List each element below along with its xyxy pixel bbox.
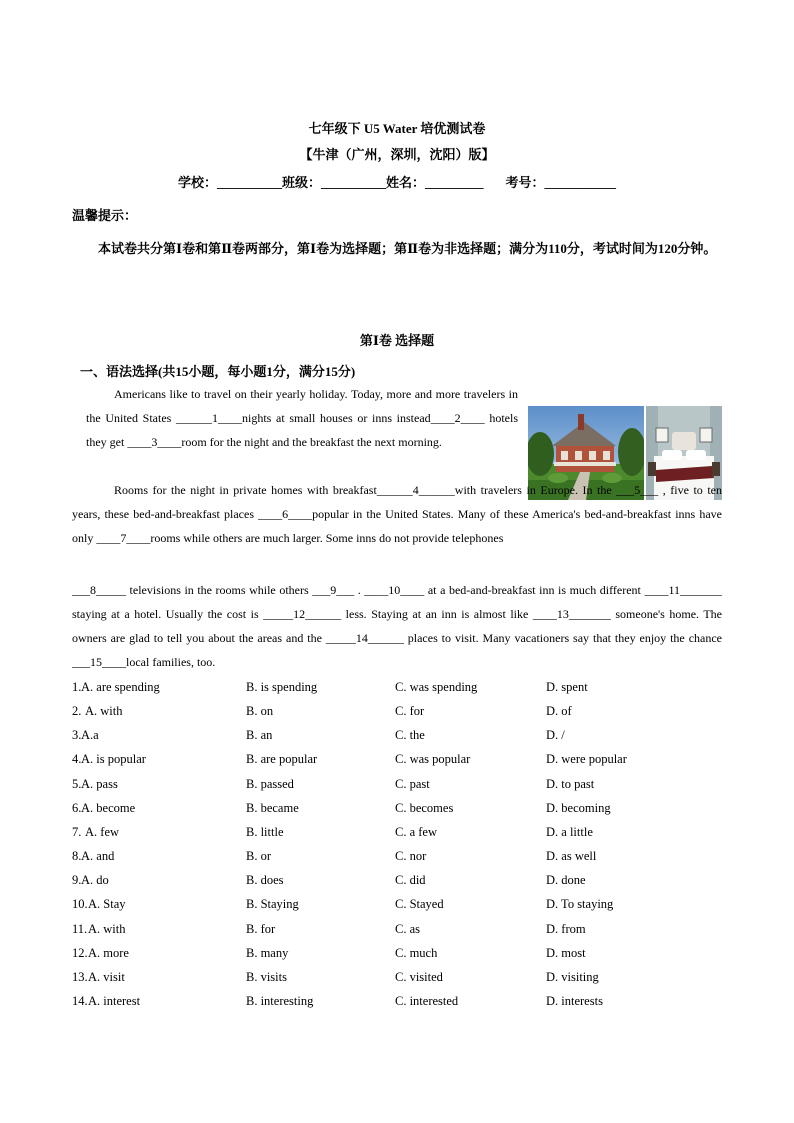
passage-paragraph-3: ___8_____ televisions in the rooms while others ___9___ . ____10____ at a bed-and-breakfast inn is much different ____11_______ staying at a hotel. Usually the cost is _____12______ less. Staying at an inn is almost like ____13_______ someone's home. The owners are glad to tell you about the areas and the _____14______ places to visit. Many vacationers say that they enjoy the chance ___15____local families, too. bbox=[72, 583, 722, 669]
option-a[interactable]: A. do bbox=[81, 873, 109, 888]
option-c[interactable]: C. was popular bbox=[395, 752, 471, 767]
option-b[interactable]: B. became bbox=[246, 800, 299, 815]
option-d[interactable]: D. to past bbox=[546, 776, 595, 791]
question-number: 6. bbox=[72, 800, 82, 815]
option-c[interactable]: C. was spending bbox=[395, 680, 478, 694]
page-title: 七年级下 U5 Water 培优测试卷 bbox=[308, 121, 486, 136]
option-a[interactable]: A. more bbox=[88, 945, 129, 960]
question-row bbox=[72, 897, 732, 917]
option-c[interactable]: C. a few bbox=[395, 824, 437, 839]
option-b[interactable]: B. many bbox=[246, 945, 289, 960]
question-row bbox=[72, 728, 732, 748]
option-c[interactable]: C. did bbox=[395, 873, 426, 888]
option-a[interactable]: A. are spending bbox=[81, 680, 160, 694]
option-d[interactable]: D. spent bbox=[546, 680, 588, 694]
option-a[interactable]: A. is popular bbox=[81, 752, 146, 767]
option-c[interactable]: C. much bbox=[395, 945, 438, 960]
option-c[interactable]: C. nor bbox=[395, 849, 427, 864]
section-title: 第Ⅰ卷 选择题 bbox=[359, 333, 435, 348]
option-b[interactable]: B. does bbox=[246, 873, 284, 888]
question-number: 7. bbox=[72, 824, 82, 839]
option-a[interactable]: A. pass bbox=[81, 776, 118, 791]
question-number: 4. bbox=[72, 752, 82, 767]
edition-label: 【牛津（广州，深圳，沈阳）版】 bbox=[299, 147, 495, 162]
question-number: 11. bbox=[72, 921, 88, 936]
question-number: 8. bbox=[72, 849, 82, 864]
option-b[interactable]: B. little bbox=[246, 824, 284, 839]
option-b[interactable]: B. on bbox=[246, 704, 274, 719]
option-a[interactable]: A. interest bbox=[88, 993, 141, 1008]
option-d[interactable]: D. a little bbox=[546, 824, 593, 839]
question-number: 9. bbox=[72, 873, 82, 888]
student-info-line bbox=[0, 172, 794, 191]
question-row bbox=[72, 801, 732, 821]
option-c[interactable]: C. Stayed bbox=[395, 897, 444, 912]
class-field[interactable]: 班级：__________ bbox=[281, 175, 386, 190]
option-c[interactable]: C. the bbox=[395, 728, 425, 743]
option-c[interactable]: C. becomes bbox=[395, 800, 454, 815]
option-d[interactable]: D. becoming bbox=[546, 800, 611, 815]
question-number: 5. bbox=[72, 776, 82, 791]
question-row bbox=[72, 970, 732, 990]
question-number: 12. bbox=[72, 945, 88, 960]
exam-number-field[interactable]: 考号：___________ bbox=[505, 175, 617, 190]
option-c[interactable]: C. interested bbox=[395, 993, 459, 1008]
option-d[interactable]: D. interests bbox=[546, 993, 603, 1008]
option-c[interactable]: C. past bbox=[395, 776, 430, 791]
question-row bbox=[72, 873, 732, 893]
option-c[interactable]: C. visited bbox=[395, 969, 443, 984]
option-d[interactable]: D. from bbox=[546, 921, 586, 936]
option-b[interactable]: B. an bbox=[246, 728, 273, 743]
option-a[interactable]: A. few bbox=[85, 824, 120, 839]
option-c[interactable]: C. as bbox=[395, 921, 420, 936]
option-a[interactable]: A. and bbox=[81, 849, 115, 864]
question-row bbox=[72, 825, 732, 845]
question-row bbox=[72, 849, 732, 869]
question-row bbox=[72, 704, 732, 724]
option-a[interactable]: A. with bbox=[85, 704, 123, 719]
question-row bbox=[72, 994, 732, 1014]
option-b[interactable]: B. for bbox=[246, 921, 276, 936]
question-number: 14. bbox=[72, 993, 88, 1008]
option-a[interactable]: A. with bbox=[88, 921, 126, 936]
question-row bbox=[72, 946, 732, 966]
tips-heading: 温馨提示： bbox=[72, 208, 138, 223]
option-b[interactable]: B. visits bbox=[246, 969, 287, 984]
question-number: 13. bbox=[72, 969, 88, 984]
option-d[interactable]: D. as well bbox=[546, 849, 597, 864]
question-row bbox=[72, 922, 732, 942]
question-row bbox=[72, 680, 732, 700]
option-b[interactable]: B. Staying bbox=[246, 897, 299, 912]
option-b[interactable]: B. passed bbox=[246, 776, 294, 791]
option-d[interactable]: D. / bbox=[546, 728, 565, 743]
question-row bbox=[72, 752, 732, 772]
option-b[interactable]: B. are popular bbox=[246, 752, 318, 767]
name-field[interactable]: 姓名：_________ bbox=[386, 175, 484, 190]
option-b[interactable]: B. is spending bbox=[246, 680, 318, 694]
question-number: 2. bbox=[72, 704, 82, 719]
option-d[interactable]: D. visiting bbox=[546, 969, 599, 984]
passage-paragraph-1: Americans like to travel on their yearly holiday. Today, more and more travelers in the United States ______1____nights at small houses or inns instead____2____ hotels they get ____3____room for the night and the breakfast the next morning. bbox=[86, 387, 518, 449]
option-d[interactable]: D. done bbox=[546, 873, 586, 888]
question-number: 1. bbox=[72, 680, 82, 694]
option-d[interactable]: D. To staying bbox=[546, 897, 614, 912]
passage-paragraph-2: Rooms for the night in private homes with breakfast______4______with travelers in Europe. In the ___5___ , five to ten years, these bed-and-breakfast places ____6____popular in the United States. Many of these America's bed-and-breakfast inns have only ____7____rooms while others are much larger. Some inns do not provide telephones bbox=[72, 483, 722, 545]
option-b[interactable]: B. or bbox=[246, 849, 271, 864]
part-title: 一、语法选择(共15小题，每小题1分，满分15分) bbox=[80, 364, 356, 379]
option-d[interactable]: D. most bbox=[546, 945, 586, 960]
question-number: 10. bbox=[72, 897, 88, 912]
option-d[interactable]: D. were popular bbox=[546, 752, 627, 767]
option-b[interactable]: B. interesting bbox=[246, 993, 314, 1008]
school-field[interactable]: 学校：__________ bbox=[177, 175, 282, 190]
option-a[interactable]: A.a bbox=[81, 728, 99, 743]
option-a[interactable]: A. visit bbox=[88, 969, 125, 984]
option-a[interactable]: A. become bbox=[81, 800, 136, 815]
question-number: 3. bbox=[72, 728, 82, 743]
option-c[interactable]: C. for bbox=[395, 704, 425, 719]
tips-body: 本试卷共分第Ⅰ卷和第Ⅱ卷两部分，第Ⅰ卷为选择题；第Ⅱ卷为非选择题；满分为110分，考试时间为120分钟。 bbox=[98, 241, 717, 256]
option-a[interactable]: A. Stay bbox=[88, 897, 126, 912]
question-row bbox=[72, 777, 732, 797]
option-d[interactable]: D. of bbox=[546, 704, 572, 719]
